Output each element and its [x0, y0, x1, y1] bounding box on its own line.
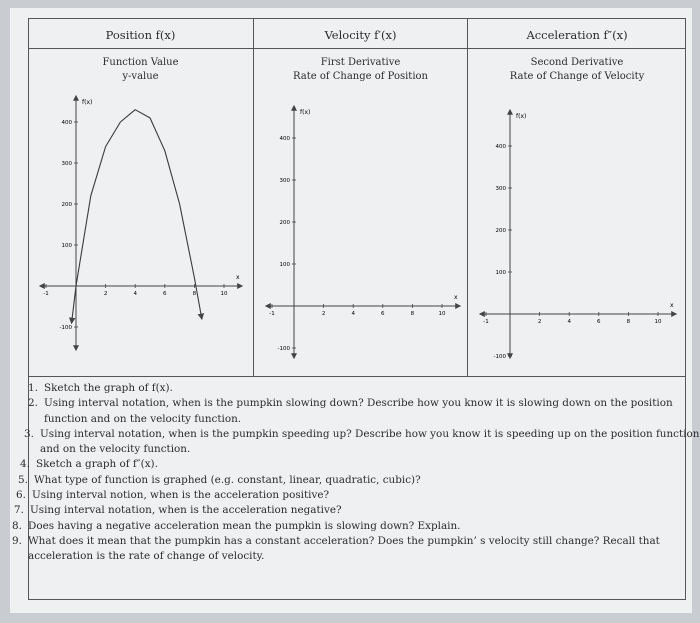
- question-item: 5. What type of function is graphed (e.g. constant, linear, quadratic, cubic)?: [18, 473, 421, 486]
- acceleration-header-title: Acceleration f″(x): [526, 28, 628, 42]
- x-tick-label: 6: [597, 319, 601, 325]
- velocity-subtitle-2: Rate of Change of Position: [293, 71, 428, 82]
- question-item: 6. Using interval notion, when is the acceleration positive?: [16, 489, 330, 502]
- question-item: 2. Using interval notation, when is the pumpkin slowing down? Describe how you know it is slowing down on the position function and on the velocity function.: [28, 397, 673, 425]
- y-tick-label: 400: [279, 136, 290, 142]
- x-tick-label: 10: [438, 311, 446, 317]
- y-tick-label: 400: [61, 120, 72, 126]
- question-item: 8. Does having a negative acceleration mean the pumpkin is slowing down? Explain.: [12, 519, 461, 532]
- y-axis-label: f(x): [300, 109, 311, 116]
- x-tick-label: 2: [103, 291, 108, 297]
- position-subtitle-1: Function Value: [102, 57, 179, 68]
- y-tick-label: -100: [493, 354, 506, 360]
- x-tick-label: -1: [43, 291, 49, 297]
- x-axis-label: x: [236, 274, 240, 281]
- position-subtitle-2: y-value: [122, 71, 159, 82]
- question-item: 3. Using interval notation, when is the pumpkin speeding up? Describe how you know it is speeding up on the position function and on the velocity function.: [24, 427, 700, 456]
- x-tick-label: -1: [269, 311, 275, 317]
- y-tick-label: 100: [279, 262, 290, 268]
- x-tick-label: 4: [351, 311, 355, 317]
- x-tick-label: 8: [626, 319, 631, 325]
- x-tick-label: 4: [133, 291, 137, 297]
- x-tick-label: 10: [220, 291, 228, 297]
- y-tick-label: 200: [61, 202, 72, 208]
- x-tick-label: 6: [381, 311, 385, 317]
- question-item: 7. Using interval notation, when is the acceleration negative?: [14, 504, 342, 517]
- position-header-title: Position f(x): [105, 28, 176, 42]
- x-tick-label: 4: [567, 319, 571, 325]
- y-tick-label: -100: [277, 346, 290, 352]
- y-tick-label: 300: [279, 178, 290, 184]
- y-tick-label: 200: [495, 228, 506, 234]
- x-tick-label: -1: [483, 319, 489, 325]
- x-tick-label: 2: [321, 311, 326, 317]
- x-tick-label: 8: [192, 291, 197, 297]
- x-tick-label: 2: [537, 319, 542, 325]
- question-item: 9. What does it mean that the pumpkin has a constant acceleration? Does the pumpkin’ s velocity still change? Recall that acceleration is the rate of change of velocity.: [12, 534, 660, 563]
- question-item: 4. Sketch a graph of f″(x).: [20, 458, 158, 471]
- y-tick-label: 100: [61, 243, 72, 249]
- x-tick-label: 10: [654, 319, 662, 325]
- x-tick-label: 6: [163, 291, 167, 297]
- y-tick-label: 300: [495, 186, 506, 192]
- x-tick-label: 8: [410, 311, 415, 317]
- velocity-subtitle-1: First Derivative: [320, 57, 401, 68]
- questions-section: [12, 376, 700, 600]
- x-axis-label: x: [670, 302, 674, 309]
- y-tick-label: 400: [495, 144, 506, 150]
- y-axis-label: f(x): [82, 99, 93, 106]
- acceleration-subtitle-1: Second Derivative: [530, 57, 624, 68]
- x-axis-label: x: [454, 294, 458, 301]
- y-axis-label: f(x): [516, 113, 527, 120]
- y-tick-label: 100: [495, 270, 506, 276]
- y-tick-label: 300: [61, 161, 72, 167]
- y-tick-label: 200: [279, 220, 290, 226]
- velocity-header-title: Velocity f′(x): [324, 28, 397, 42]
- question-item: 1. Sketch the graph of f(x).: [28, 382, 173, 394]
- y-tick-label: -100: [59, 325, 72, 331]
- acceleration-subtitle-2: Rate of Change of Velocity: [509, 71, 645, 82]
